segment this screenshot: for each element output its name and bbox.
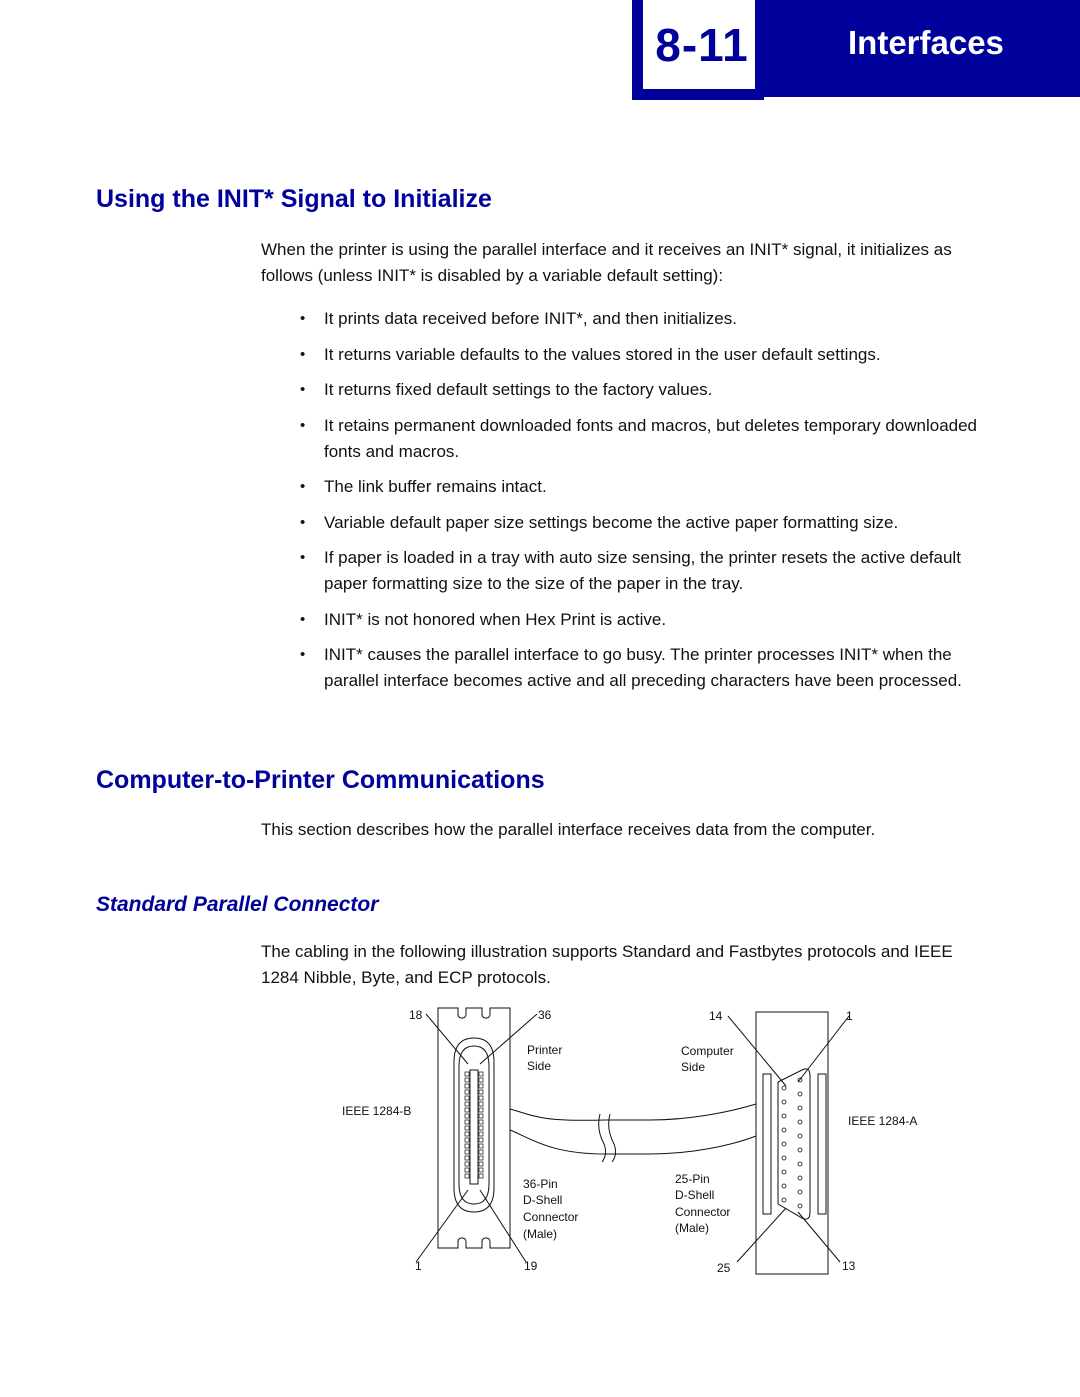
chapter-title: Interfaces	[848, 24, 1004, 61]
computer-side-label-2: Side	[681, 1060, 706, 1074]
list-item: • It returns variable defaults to the values stored in the user default settings.	[300, 342, 990, 368]
printer-side-label-2: Side	[527, 1059, 552, 1073]
connector-25pin-line3: Connector	[675, 1205, 731, 1219]
computer-side-label-1: Computer	[681, 1044, 734, 1058]
pin-label-36: 36	[538, 1008, 552, 1022]
parallel-cable-diagram	[330, 1004, 970, 1284]
list-item: • It retains permanent downloaded fonts and macros, but deletes temporary downloaded fonts and macros.	[300, 413, 990, 465]
pin-label-1-right: 1	[846, 1009, 853, 1023]
bullet-icon: •	[300, 416, 306, 434]
section-title-communications: Computer-to-Printer Communications	[96, 766, 545, 794]
connector-25pin-line4: (Male)	[675, 1221, 710, 1235]
pin-label-13: 13	[842, 1259, 856, 1273]
bullet-icon: •	[300, 646, 306, 663]
list-item: • INIT* is not honored when Hex Print is active.	[300, 607, 990, 633]
bullet-icon: •	[300, 310, 306, 327]
section-intro-init-signal: When the printer is using the parallel interface and it receives an INIT* signal, it initializes as follows (unless INIT* is disabled by a variable default setting):	[261, 240, 952, 285]
list-item: • INIT* causes the parallel interface to go busy. The printer processes INIT* when the parallel interface becomes active and all preceding characters have been processed.	[300, 642, 990, 694]
list-item: • The link buffer remains intact.	[300, 474, 990, 500]
list-item: • It prints data received before INIT*, and then initializes.	[300, 306, 990, 332]
section-intro-communications: This section describes how the parallel interface receives data from the computer.	[261, 820, 876, 839]
bullet-icon: •	[300, 345, 306, 363]
ieee-1284-a-label: IEEE 1284-A	[848, 1114, 918, 1128]
connector-36pin-line4: (Male)	[523, 1227, 558, 1241]
bullet-icon: •	[300, 381, 306, 398]
pin-label-19: 19	[524, 1259, 538, 1273]
connector-36pin-line1: 36-Pin	[523, 1177, 558, 1191]
printer-side-label-1: Printer	[527, 1043, 563, 1057]
connector-36pin-line2: D-Shell	[523, 1193, 563, 1207]
connector-36pin-line3: Connector	[523, 1210, 579, 1224]
bullet-icon: •	[300, 549, 306, 566]
page-number: 8-11	[655, 19, 749, 71]
bullet-icon: •	[300, 513, 306, 531]
connector-25pin-line1: 25-Pin	[675, 1172, 710, 1186]
subsection-intro-parallel-connector: The cabling in the following illustration supports Standard and Fastbytes protocols and IEEE 1284 Nibble, Byte, and ECP protocols.	[261, 942, 953, 987]
list-item: • It returns fixed default settings to the factory values.	[300, 377, 990, 403]
init-behavior-list	[300, 306, 990, 704]
printer-side-connector-icon	[438, 1008, 510, 1248]
list-item: • If paper is loaded in a tray with auto size sensing, the printer resets the active default paper formatting size to the size of the paper in the tray.	[300, 545, 990, 597]
connector-25pin-line2: D-Shell	[675, 1188, 715, 1202]
pin-label-25: 25	[717, 1261, 731, 1275]
subsection-title-parallel-connector: Standard Parallel Connector	[96, 893, 379, 916]
bullet-icon: •	[300, 478, 306, 495]
pin-label-14: 14	[709, 1009, 723, 1023]
list-item: • Variable default paper size settings become the active paper formatting size.	[300, 510, 990, 536]
section-title-init-signal: Using the INIT* Signal to Initialize	[96, 185, 492, 213]
page-number-badge	[640, 0, 758, 92]
ieee-1284-b-label: IEEE 1284-B	[342, 1104, 412, 1118]
pin-label-18: 18	[409, 1008, 423, 1022]
bullet-icon: •	[300, 610, 306, 628]
pin-label-1-left: 1	[415, 1259, 422, 1273]
